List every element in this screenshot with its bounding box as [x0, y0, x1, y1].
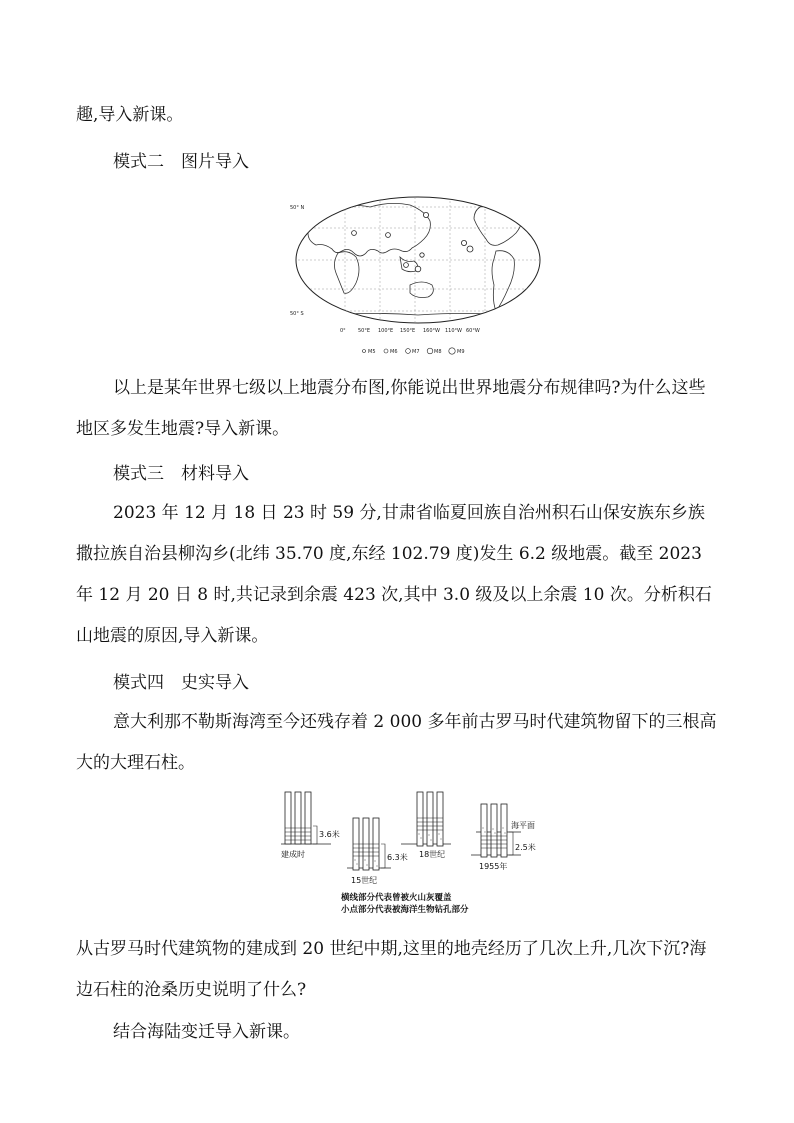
mode3-title: 材料导入: [181, 464, 249, 484]
mode3-heading: [113, 459, 249, 484]
legend-m9: M9: [457, 349, 465, 355]
mode3-label: 模式三: [113, 464, 164, 484]
label-lon-50e: 50°E: [358, 328, 371, 334]
paragraph-jishishan-earthquake: 2023 年 12 月 18 日 23 时 59 分,甘肃省临夏回族自治州积石山保安族东乡族撒拉族自治县柳沟乡(北纬 35.70 度,东经 102.79 度)发生 6.2 级地震。截至 2023 年 12 月 20 日 8 时,共记录到余震 423 次,其中 3.0 级及以上余震 10 次。分析积石山地震的原因,导入新课。: [76, 503, 712, 646]
label-18c: 18世纪: [419, 850, 446, 859]
depth-6-3: 6.3米: [387, 853, 408, 862]
label-lon-100e: 100°E: [378, 328, 394, 334]
group-15c: [347, 818, 408, 885]
label-lon-60w: 60°W: [466, 328, 480, 334]
paragraph-continued: 趣,导入新课。: [76, 105, 184, 125]
columns-diagram: [281, 788, 536, 918]
label-built: 建成时: [281, 850, 305, 859]
label-15c: 15世纪: [351, 876, 378, 885]
magnitude-legend: [363, 348, 465, 355]
note-ash: 横线部分代表曾被火山灰覆盖: [341, 893, 452, 903]
paragraph-conclusion: 结合海陆变迁导入新课。: [113, 1022, 300, 1042]
mode2-heading: [113, 147, 249, 172]
paragraph-naples-columns: 意大利那不勒斯海湾至今还残存着 2 000 多年前古罗马时代建筑物留下的三根高大的大理石柱。: [76, 712, 717, 773]
group-built: [281, 792, 340, 859]
legend-m7: M7: [412, 349, 420, 355]
group-1955: [471, 804, 536, 871]
legend-m5: M5: [368, 349, 376, 355]
label-sea-level: 海平面: [511, 821, 535, 830]
label-1955: 1955年: [479, 862, 508, 871]
world-earthquake-map: [290, 193, 546, 359]
group-18c: [401, 792, 451, 859]
legend-m8: M8: [434, 349, 442, 355]
label-lon-0: 0°: [340, 328, 346, 334]
paragraph-columns-question: 从古罗马时代建筑物的建成到 20 世纪中期,这里的地壳经历了几次上升,几次下沉?海边石柱的沧桑历史说明了什么?: [76, 939, 707, 1000]
note-bored: 小点部分代表被海洋生物钻孔部分: [341, 905, 469, 915]
label-lon-110w: 110°W: [445, 328, 462, 334]
label-lon-150e: 150°E: [400, 328, 416, 334]
depth-2-5: 2.5米: [515, 843, 536, 852]
label-lat-n: 50° N: [290, 205, 305, 211]
mode4-label: 模式四: [113, 673, 164, 693]
mode2-label: 模式二: [113, 152, 164, 172]
label-lat-s: 50° S: [290, 311, 304, 317]
mode4-heading: [113, 668, 249, 693]
mode2-title: 图片导入: [181, 152, 249, 172]
paragraph-map-question: 以上是某年世界七级以上地震分布图,你能说出世界地震分布规律吗?为什么这些地区多发生地震?导入新课。: [76, 378, 706, 439]
depth-3-6: 3.6米: [319, 830, 340, 839]
mode4-title: 史实导入: [181, 673, 249, 693]
legend-m6: M6: [390, 349, 398, 355]
label-lon-160w: 160°W: [423, 328, 440, 334]
